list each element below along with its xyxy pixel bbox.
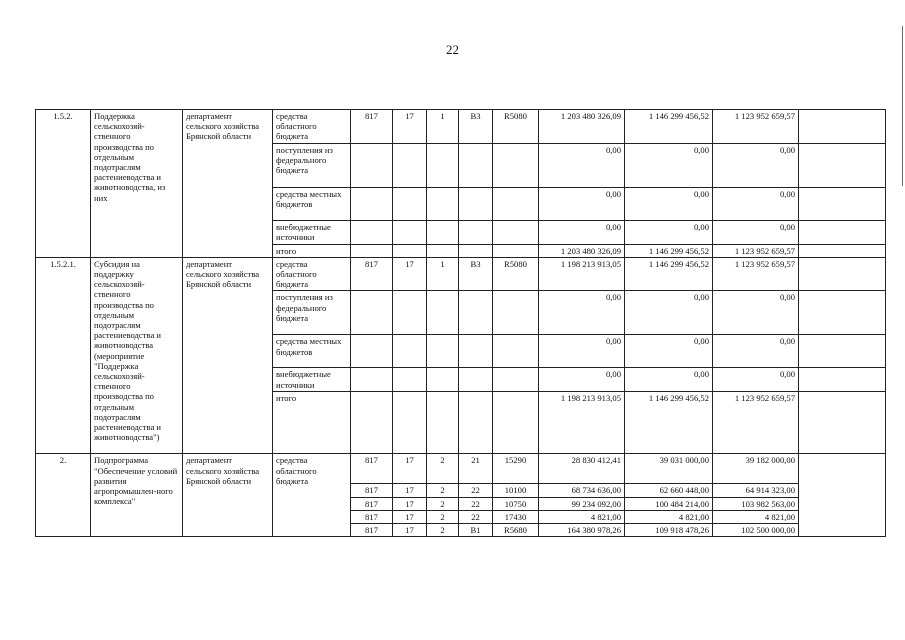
grbs-code: 817 (351, 257, 393, 291)
amount-year-2: 39 031 000,00 (625, 454, 713, 484)
amount-year-2: 0,00 (625, 187, 713, 220)
page-number: 22 (446, 42, 459, 57)
amount-year-2: 0,00 (625, 143, 713, 187)
direction-code: R5080 (493, 110, 539, 144)
subsection-code: 2 (427, 454, 459, 484)
amount-year-1: 0,00 (539, 220, 625, 244)
amount-year-3: 103 982 563,00 (713, 497, 799, 510)
amount-year-1: 68 734 636,00 (539, 484, 625, 497)
amount-year-1: 28 830 412,41 (539, 454, 625, 484)
funding-source: средства областного бюджета (273, 110, 351, 144)
funding-source: внебюджетные источники (273, 368, 351, 392)
grbs-code: 817 (351, 484, 393, 497)
direction-code: 17430 (493, 510, 539, 523)
subsection-code: 1 (427, 257, 459, 291)
amount-year-2: 1 146 299 456,52 (625, 392, 713, 454)
amount-year-3: 0,00 (713, 291, 799, 335)
amount-year-1: 0,00 (539, 335, 625, 368)
row-number: 2. (36, 454, 91, 537)
funding-source: средства областного бюджета (273, 257, 351, 291)
grbs-code: 817 (351, 510, 393, 523)
target-code: 22 (459, 510, 493, 523)
funding-source: средства местных бюджетов (273, 335, 351, 368)
amount-year-2: 100 484 214,00 (625, 497, 713, 510)
amount-year-1: 0,00 (539, 187, 625, 220)
section-code: 17 (393, 257, 427, 291)
funding-source-total: итого (273, 244, 351, 257)
section-code: 17 (393, 484, 427, 497)
funding-source: поступления из федерального бюджета (273, 143, 351, 187)
amount-year-3: 1 123 952 659,57 (713, 244, 799, 257)
budget-table (35, 109, 886, 537)
table-row (36, 454, 886, 484)
funding-source: средства областного бюджета (273, 454, 351, 537)
amount-year-3: 0,00 (713, 143, 799, 187)
target-code: 22 (459, 484, 493, 497)
target-code: В3 (459, 110, 493, 144)
amount-year-1: 1 198 213 913,05 (539, 257, 625, 291)
subprogram-name: Подпрограмма "Обеспечение условий развития агропромышлен-ного комплекса" (91, 454, 183, 537)
subsection-code: 2 (427, 484, 459, 497)
amount-year-2: 0,00 (625, 335, 713, 368)
direction-code: 15290 (493, 454, 539, 484)
subsection-code: 2 (427, 524, 459, 537)
measure-name: Поддержка сельскохозяй-ственного производства по отдельным подотраслям растениеводства и животноводства, из них (91, 110, 183, 258)
amount-year-1: 1 203 480 326,09 (539, 244, 625, 257)
amount-year-1: 0,00 (539, 368, 625, 392)
amount-year-3: 0,00 (713, 187, 799, 220)
amount-year-2: 0,00 (625, 220, 713, 244)
amount-year-3: 102 500 000,00 (713, 524, 799, 537)
amount-year-1: 1 198 213 913,05 (539, 392, 625, 454)
direction-code: 10750 (493, 497, 539, 510)
target-code: В1 (459, 524, 493, 537)
executor: департамент сельского хозяйства Брянской области (183, 110, 273, 258)
empty-cell (799, 110, 886, 144)
amount-year-1: 99 234 092,00 (539, 497, 625, 510)
subsection-code: 2 (427, 510, 459, 523)
grbs-code: 817 (351, 454, 393, 484)
subsection-code: 1 (427, 110, 459, 144)
amount-year-3: 1 123 952 659,57 (713, 110, 799, 144)
amount-year-1: 1 203 480 326,09 (539, 110, 625, 144)
section-code: 17 (393, 524, 427, 537)
amount-year-2: 109 918 478,26 (625, 524, 713, 537)
amount-year-3: 0,00 (713, 368, 799, 392)
executor: департамент сельского хозяйства Брянской области (183, 454, 273, 537)
section-code: 17 (393, 510, 427, 523)
target-code: 21 (459, 454, 493, 484)
funding-source: поступления из федерального бюджета (273, 291, 351, 335)
amount-year-2: 1 146 299 456,52 (625, 244, 713, 257)
amount-year-3: 0,00 (713, 335, 799, 368)
table-row (36, 257, 886, 291)
grbs-code: 817 (351, 524, 393, 537)
subsection-code: 2 (427, 497, 459, 510)
direction-code: 10100 (493, 484, 539, 497)
table-row (36, 110, 886, 144)
row-number: 1.5.2.1. (36, 257, 91, 454)
target-code: В3 (459, 257, 493, 291)
amount-year-1: 4 821,00 (539, 510, 625, 523)
direction-code: R5680 (493, 524, 539, 537)
measure-name: Субсидия на поддержку сельскохозяй-ственного производства по отдельным подотраслям растениеводства и животноводства (мероприятие "Поддержка сельскохозяй-ственного производства по отдельным подотраслям растениеводства и животноводства") (91, 257, 183, 454)
amount-year-2: 62 660 448,00 (625, 484, 713, 497)
grbs-code: 817 (351, 110, 393, 144)
amount-year-3: 0,00 (713, 220, 799, 244)
amount-year-1: 164 380 978,26 (539, 524, 625, 537)
funding-source: средства местных бюджетов (273, 187, 351, 220)
amount-year-3: 4 821,00 (713, 510, 799, 523)
amount-year-3: 64 914 323,00 (713, 484, 799, 497)
amount-year-1: 0,00 (539, 291, 625, 335)
section-code: 17 (393, 497, 427, 510)
amount-year-3: 39 182 000,00 (713, 454, 799, 484)
row-number: 1.5.2. (36, 110, 91, 258)
grbs-code: 817 (351, 497, 393, 510)
direction-code: R5080 (493, 257, 539, 291)
amount-year-2: 1 146 299 456,52 (625, 110, 713, 144)
section-code: 17 (393, 454, 427, 484)
scan-edge-line (902, 26, 903, 186)
amount-year-2: 0,00 (625, 368, 713, 392)
funding-source: внебюджетные источники (273, 220, 351, 244)
target-code: 22 (459, 497, 493, 510)
amount-year-3: 1 123 952 659,57 (713, 257, 799, 291)
funding-source-total: итого (273, 392, 351, 454)
amount-year-2: 1 146 299 456,52 (625, 257, 713, 291)
amount-year-2: 4 821,00 (625, 510, 713, 523)
amount-year-3: 1 123 952 659,57 (713, 392, 799, 454)
amount-year-1: 0,00 (539, 143, 625, 187)
amount-year-2: 0,00 (625, 291, 713, 335)
section-code: 17 (393, 110, 427, 144)
executor: департамент сельского хозяйства Брянской области (183, 257, 273, 454)
